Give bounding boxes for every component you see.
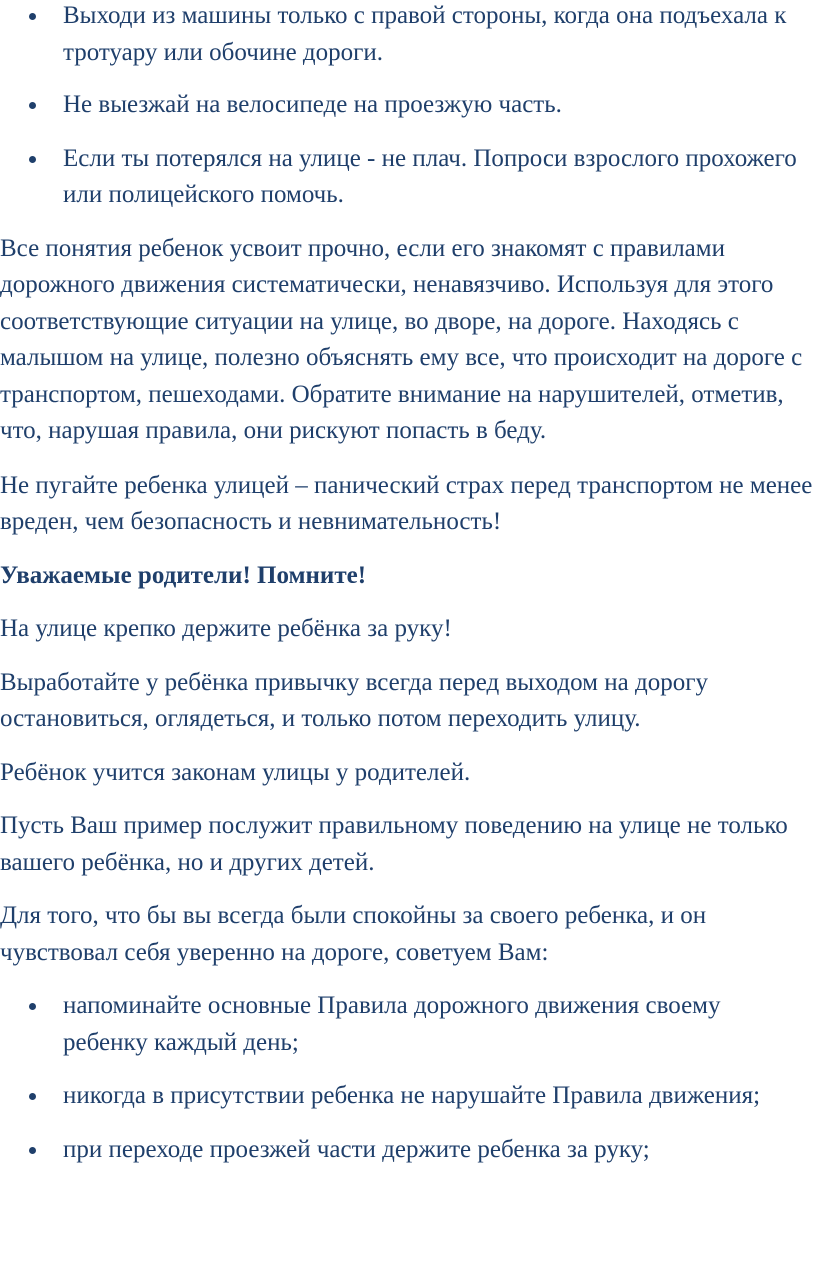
- list-item-text: Не выезжай на велосипеде на проезжую часть.: [63, 91, 562, 118]
- list-item: [0, 0, 816, 71]
- bullet-list-top: [0, 0, 816, 214]
- paragraph: Для того, что бы вы всегда были спокойны за своего ребенка, и он чувствовал себя уверенно на дороге, советуем Вам:: [0, 902, 707, 966]
- paragraph: Ребёнок учится законам улицы у родителей.: [0, 758, 471, 786]
- bullet-icon: [29, 156, 36, 163]
- paragraph: Пусть Ваш пример послужит правильному поведению на улице не только вашего ребёнка, но и других детей.: [0, 812, 788, 876]
- list-item: [0, 1132, 816, 1169]
- bullet-list-bottom: [0, 988, 816, 1168]
- bullet-icon: [29, 1093, 36, 1100]
- paragraph: Не пугайте ребенка улицей – панический страх перед транспортом не менее вреден, чем безопасность и невнимательность!: [0, 471, 813, 535]
- list-item: [0, 1078, 816, 1115]
- list-item-text: Выходи из машины только с правой стороны, когда она подъехала к тротуару или обочине дороги.: [63, 2, 787, 66]
- list-item-text: Если ты потерялся на улице - не плач. Попроси взрослого прохожего или полицейского помочь.: [63, 144, 797, 208]
- bullet-icon: [29, 1003, 36, 1010]
- bullet-icon: [29, 1147, 36, 1154]
- list-item-text: никогда в присутствии ребенка не нарушайте Правила движения;: [63, 1082, 761, 1109]
- paragraph: На улице крепко держите ребёнка за руку!: [0, 615, 452, 642]
- bullet-icon: [29, 102, 36, 109]
- list-item-text: напоминайте основные Правила дорожного движения своему ребенку каждый день;: [63, 992, 721, 1056]
- paragraph: Выработайте у ребёнка привычку всегда перед выходом на дорогу остановиться, оглядеться, и только потом переходить улицу.: [0, 668, 708, 732]
- paragraph: Все понятия ребенок усвоит прочно, если его знакомят с правилами дорожного движения систематически, ненавязчиво. Используя для этого соответствующие ситуации на улице, во дворе, на дороге. Находясь с малышом на улице, полезно объяснять ему все, что происходит на дороге с транспортом, пешеходами. Обратите внимание на нарушителей, отметив, что, нарушая правила, они рискуют попасть в беду.: [0, 234, 803, 444]
- bullet-icon: [29, 13, 36, 20]
- list-item: [0, 87, 816, 124]
- list-item: [0, 988, 816, 1061]
- list-item: [0, 141, 816, 214]
- list-item-text: при переходе проезжей части держите ребенка за руку;: [63, 1135, 650, 1163]
- section-heading: Уважаемые родители! Помните!: [0, 561, 367, 589]
